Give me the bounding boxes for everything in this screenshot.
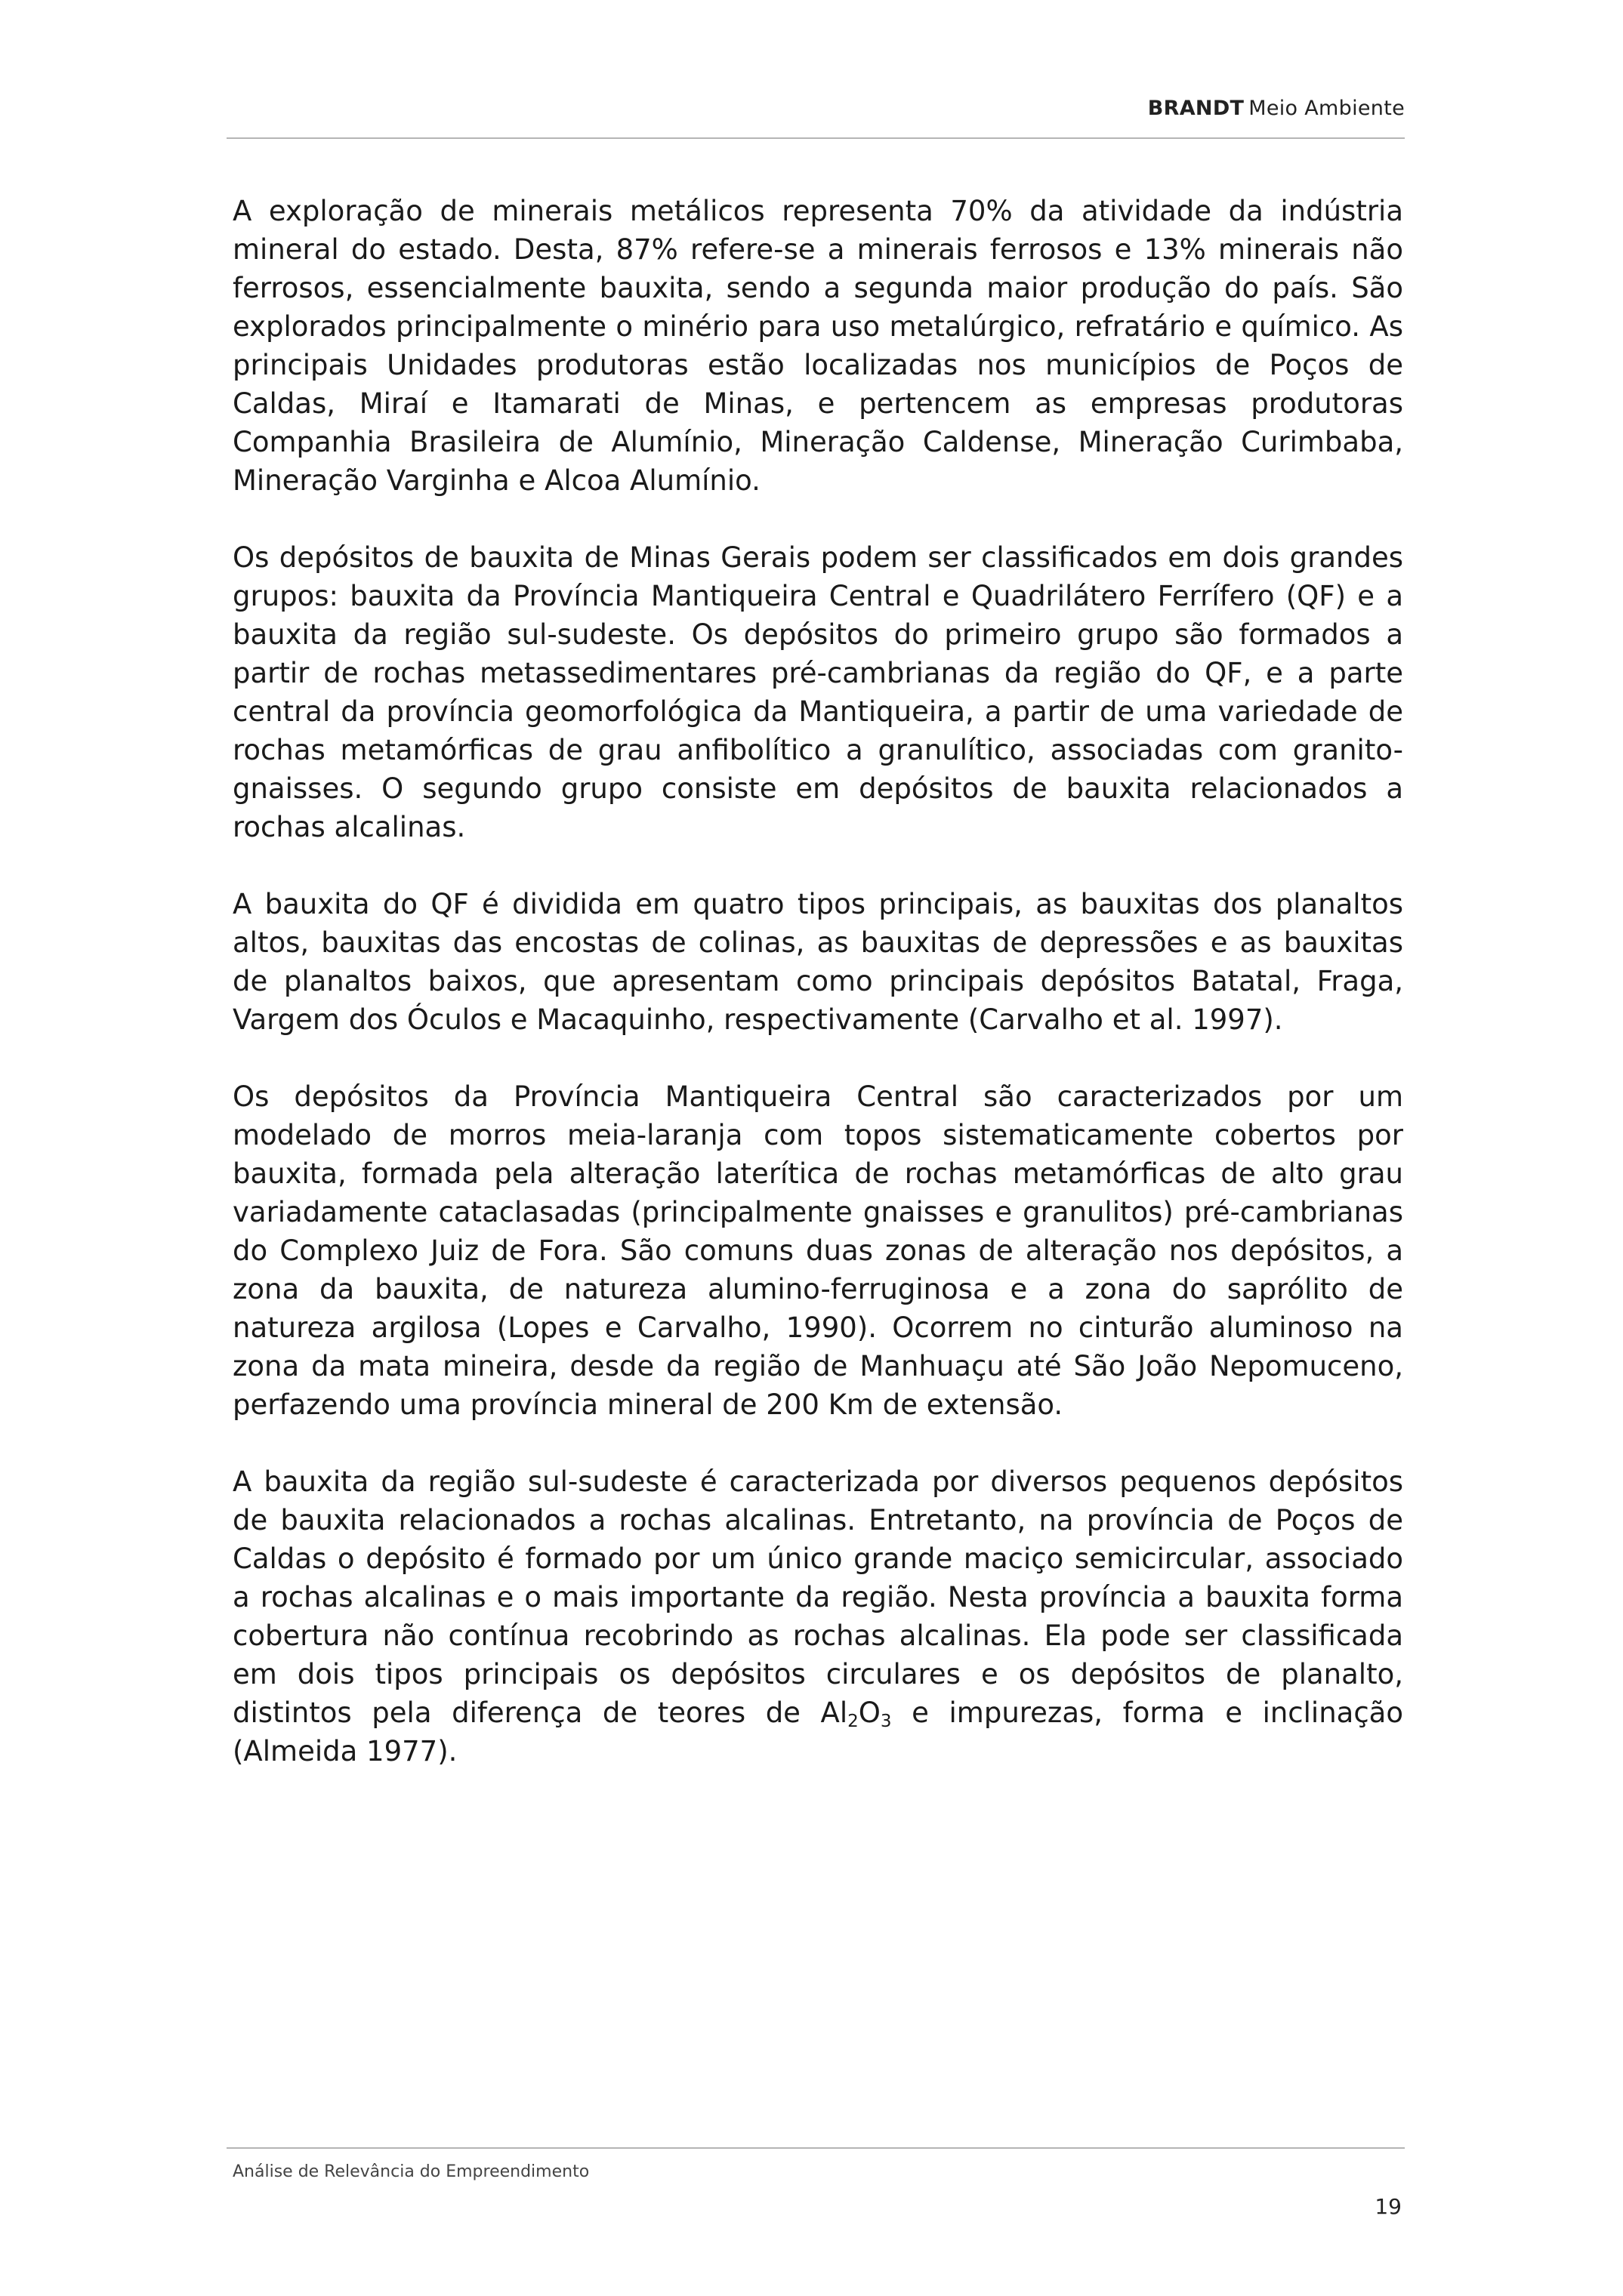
document-body bbox=[233, 192, 1403, 1809]
formula-subscript-3: 3 bbox=[880, 1712, 892, 1731]
page-header bbox=[227, 97, 1405, 139]
footer-document-title: Análise de Relevância do Empreendimento bbox=[233, 2162, 590, 2181]
formula-element-al: Al bbox=[820, 1697, 848, 1729]
paragraph-3: A bauxita do QF é dividida em quatro tipos principais, as bauxitas dos planaltos altos, bauxitas das encostas de colinas, as bauxitas de depressões e as bauxitas de planaltos baixos, que apresentam como principais depósitos Batatal, Fraga, Vargem dos Óculos e Macaquinho, respectivamente (Carvalho et al. 1997). bbox=[233, 888, 1403, 1036]
paragraph-5-text-end: e impurezas, forma e inclinação (Almeida 1977). bbox=[233, 1697, 1403, 1767]
paragraph-5 bbox=[233, 1462, 1403, 1771]
paragraph-2: Os depósitos de bauxita de Minas Gerais podem ser classificados em dois grandes grupos: bauxita da Província Mantiqueira Central e Quadrilátero Ferrífero (QF) e a bauxita da região sul-sudeste. Os depósitos do primeiro grupo são formados a partir de rochas metassedimentares pré-cambrianas da região do QF, e a parte central da província geomorfológica da Mantiqueira, a partir de uma variedade de rochas metamórficas de grau anfibolítico a granulítico, associadas com granito-gnaisses. O segundo grupo consiste em depósitos de bauxita relacionados a rochas alcalinas. bbox=[233, 541, 1403, 843]
header-divider bbox=[227, 137, 1405, 139]
header-brand: BRANDT bbox=[1147, 97, 1245, 120]
header-subtitle: Meio Ambiente bbox=[1248, 97, 1405, 120]
footer-divider bbox=[227, 2147, 1405, 2149]
paragraph-5-text-start: A bauxita da região sul-sudeste é caracterizada por diversos pequenos depósitos de bauxita relacionados a rochas alcalinas. Entretanto, na província de Poços de Caldas o depósito é formado por um único grande maciço semicircular, associado a rochas alcalinas e o mais importante da região. Nesta província a bauxita forma cobertura não contínua recobrindo as rochas alcalinas. Ela pode ser classificada em dois tipos principais os depósitos circulares e os depósitos de planalto, distintos pela diferença de teores de bbox=[233, 1465, 1403, 1729]
page-number: 19 bbox=[1375, 2194, 1402, 2219]
formula-element-o: O bbox=[858, 1697, 881, 1729]
paragraph-4: Os depósitos da Província Mantiqueira Central são caracterizados por um modelado de morros meia-laranja com topos sistematicamente cobertos por bauxita, formada pela alteração laterítica de rochas metamórficas de alto grau variadamente cataclasadas (principalmente gnaisses e granulitos) pré-cambrianas do Complexo Juiz de Fora. São comuns duas zonas de alteração nos depósitos, a zona da bauxita, de natureza alumino-ferruginosa e a zona do saprólito de natureza argilosa (Lopes e Carvalho, 1990). Ocorrem no cinturão aluminoso na zona da mata mineira, desde da região de Manhuaçu até São João Nepomuceno, perfazendo uma província mineral de 200 Km de extensão. bbox=[233, 1080, 1403, 1421]
chemical-formula-al2o3 bbox=[821, 1697, 892, 1729]
formula-subscript-2: 2 bbox=[847, 1712, 859, 1731]
paragraph-1: A exploração de minerais metálicos representa 70% da atividade da indústria mineral do estado. Desta, 87% refere-se a minerais ferrosos e 13% minerais não ferrosos, essencialmente bauxita, sendo a segunda maior produção do país. São explorados principalmente o minério para uso metalúrgico, refratário e químico. As principais Unidades produtoras estão localizadas nos municípios de Poços de Caldas, Miraí e Itamarati de Minas, e pertencem as empresas produtoras Companhia Brasileira de Alumínio, Mineração Caldense, Mineração Curimbaba, Mineração Varginha e Alcoa Alumínio. bbox=[233, 195, 1403, 497]
